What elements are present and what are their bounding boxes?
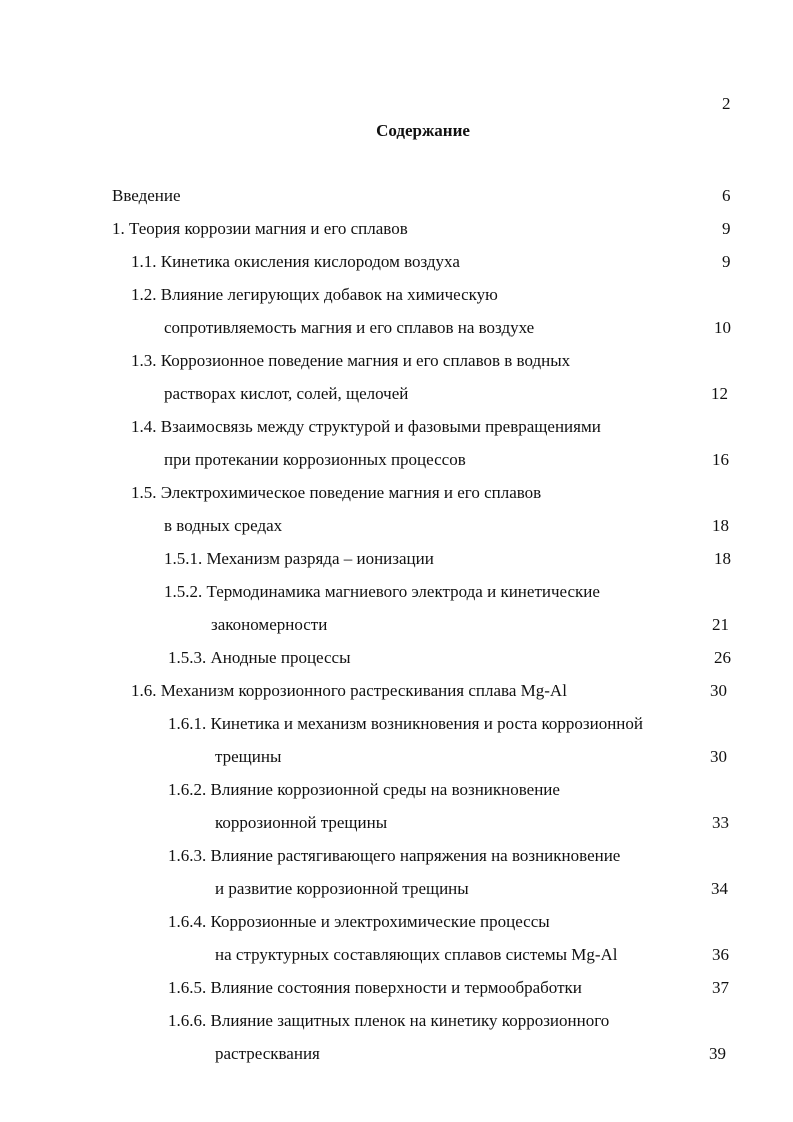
page-title: Содержание (376, 121, 470, 140)
toc-entry-page: 33 (712, 813, 729, 832)
toc-entry-page: 9 (722, 252, 731, 271)
toc-entry-title-continued: закономерности (211, 615, 328, 634)
toc-entry-title: 1.6. Механизм коррозионного растрескивания сплава Mg-Al (131, 681, 567, 700)
toc-entry-title-continued: коррозионной трещины (215, 813, 388, 832)
toc-entry-page: 37 (712, 978, 729, 997)
toc-entry-title-continued: растворах кислот, солей, щелочей (164, 384, 409, 403)
toc-entry-title: 1.3. Коррозионное поведение магния и его сплавов в водных (131, 351, 571, 370)
toc-entry-title-continued: растресквания (215, 1044, 320, 1063)
toc-entry-title: 1.6.2. Влияние коррозионной среды на возникновение (168, 780, 560, 799)
toc-entry-title: 1.4. Взаимосвязь между структурой и фазовыми превращениями (131, 417, 601, 436)
toc-entry-title: 1.6.3. Влияние растягивающего напряжения на возникновение (168, 846, 621, 865)
toc-entry-title-continued: при протекании коррозионных процессов (164, 450, 466, 469)
page-number: 2 (722, 94, 731, 113)
toc-entry-page: 26 (714, 648, 731, 667)
toc-entry-title: 1.5.2. Термодинамика магниевого электрода и кинетические (164, 582, 600, 601)
toc-entry-page: 9 (722, 219, 731, 238)
toc-entry-title: 1.5.1. Механизм разряда – ионизации (164, 549, 434, 568)
toc-entry-page: 21 (712, 615, 729, 634)
toc-entry-page: 30 (710, 747, 727, 766)
toc-entry-page: 10 (714, 318, 731, 337)
toc-entry-title-continued: сопротивляемость магния и его сплавов на воздухе (164, 318, 535, 337)
toc-entry-title: 1.6.4. Коррозионные и электрохимические процессы (168, 912, 550, 931)
toc-entry-title: 1.5.3. Анодные процессы (168, 648, 351, 667)
toc-entry-page: 16 (712, 450, 729, 469)
toc-entry-title: 1.5. Электрохимическое поведение магния и его сплавов (131, 483, 542, 502)
toc-entry-page: 6 (722, 186, 731, 205)
toc-entry-page: 30 (710, 681, 727, 700)
toc-entry-title: 1.1. Кинетика окисления кислородом воздуха (131, 252, 460, 271)
toc-entry-page: 39 (709, 1044, 726, 1063)
toc-entry-page: 34 (711, 879, 728, 898)
toc-entry-page: 12 (711, 384, 728, 403)
toc-entry-title-continued: в водных средах (164, 516, 283, 535)
toc-entry-title: 1.6.6. Влияние защитных пленок на кинетику коррозионного (168, 1011, 610, 1030)
toc-entry-title: 1.6.1. Кинетика и механизм возникновения и роста коррозионной (168, 714, 643, 733)
toc-entry-title: 1. Теория коррозии магния и его сплавов (112, 219, 408, 238)
toc-entry-page: 36 (712, 945, 729, 964)
toc-entry-title: 1.6.5. Влияние состояния поверхности и термообработки (168, 978, 582, 997)
toc-entry-title-continued: и развитие коррозионной трещины (215, 879, 469, 898)
toc-entry-title-continued: на структурных составляющих сплавов системы Mg-Al (215, 945, 618, 964)
toc-entry-title-continued: трещины (215, 747, 282, 766)
toc-entry-title: Введение (112, 186, 181, 205)
toc-entry-title: 1.2. Влияние легирующих добавок на химическую (131, 285, 498, 304)
toc-entry-page: 18 (712, 516, 729, 535)
toc-entry-page: 18 (714, 549, 731, 568)
